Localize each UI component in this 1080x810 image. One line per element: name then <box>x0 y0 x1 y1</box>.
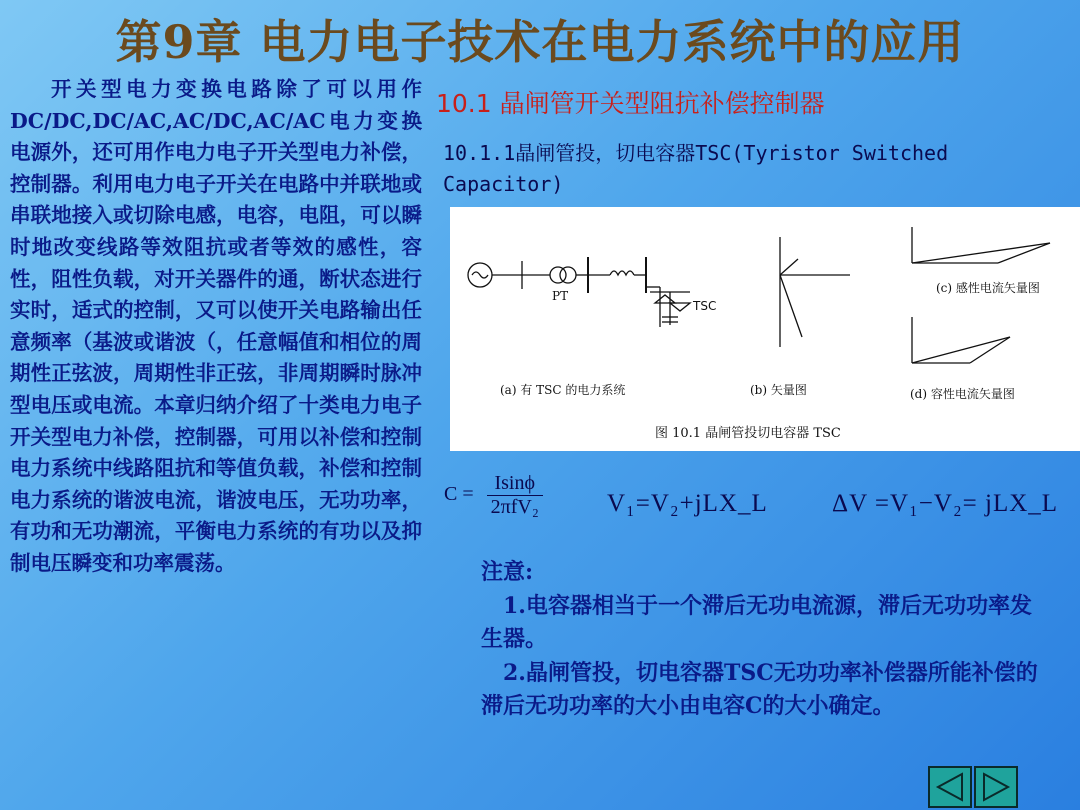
capacitance-formula <box>444 472 543 519</box>
note-item-1: 1.电容器相当于一个滞后无功电流源，滞后无功功率发生器。 <box>481 592 1032 652</box>
formula-numerator: Isinϕ <box>487 472 543 496</box>
voltage-formula: V₁=V₂+jLX_L <box>607 490 768 517</box>
subsection-heading: 10.1.1晶闸管投，切电容器TSC(Tyristor Switched Capacitor) <box>443 141 949 196</box>
section-heading: 10.1 晶闸管开关型阻抗补偿控制器 <box>436 89 825 118</box>
formula-denominator: 2πfV₂ <box>490 496 539 518</box>
circuit-and-vector-diagrams <box>450 207 1080 451</box>
intro-paragraph: 开关型电力变换电路除了可以用作DC/DC,DC/AC,AC/DC,AC/AC电力变换电源外，还可用作电力电子开关型电力补偿，控制器。利用电力电子开关在电路中并联地或串联地接入或切除电感，电容，电阻，可以瞬时地改变线路等效阻抗或者等效的感性，容性，阻性负载，对开关器件的通，断状态进行实时，适式的控制，又可以使开关电路输出任意频率（基波或谐波（，任意幅值和相位的周期性正弦波，周期性非正弦，非周期瞬时脉冲型电压或电流。本章归纳介绍了十类电力电子开关型电力补偿，控制器，可用以补偿和控制电力系统中线路阻抗和等值负载，补偿和控制电力系统的谐波电流，谐波电压，无功功率，有功和无功潮流，平衡电力系统的有功以及抑制电压瞬变和功率震荡。 <box>10 77 422 575</box>
caption-b: (b) 矢量图 <box>750 383 807 397</box>
previous-slide-button[interactable] <box>928 766 972 808</box>
slide-navigation <box>928 766 1018 808</box>
triangle-left-icon <box>930 768 970 806</box>
caption-a: (a) 有 TSC 的电力系统 <box>500 383 626 397</box>
formula-c-lhs: C = <box>444 483 474 506</box>
note-heading: 注意: <box>481 559 534 585</box>
figure-caption: 图 10.1 晶闸管投切电容器 TSC <box>655 426 841 441</box>
caption-c: (c) 感性电流矢量图 <box>936 281 1040 295</box>
note-item-2: 2.晶闸管投，切电容器TSC无功功率补偿器所能补偿的滞后无功功率的大小由电容C的大小确定。 <box>481 659 1038 719</box>
pt-label: PT <box>552 289 569 303</box>
tsc-label: TSC <box>693 299 717 313</box>
triangle-right-icon <box>976 768 1016 806</box>
voltage-drop-formula: ΔV =V₁−V₂= jLX_L <box>832 490 1059 517</box>
tsc-figure <box>450 207 1080 451</box>
note-block <box>481 556 1041 724</box>
next-slide-button[interactable] <box>974 766 1018 808</box>
caption-d: (d) 容性电流矢量图 <box>910 387 1015 401</box>
slide-title: 第9章 电力电子技术在电力系统中的应用 <box>115 15 965 69</box>
formula-fraction <box>487 472 543 519</box>
